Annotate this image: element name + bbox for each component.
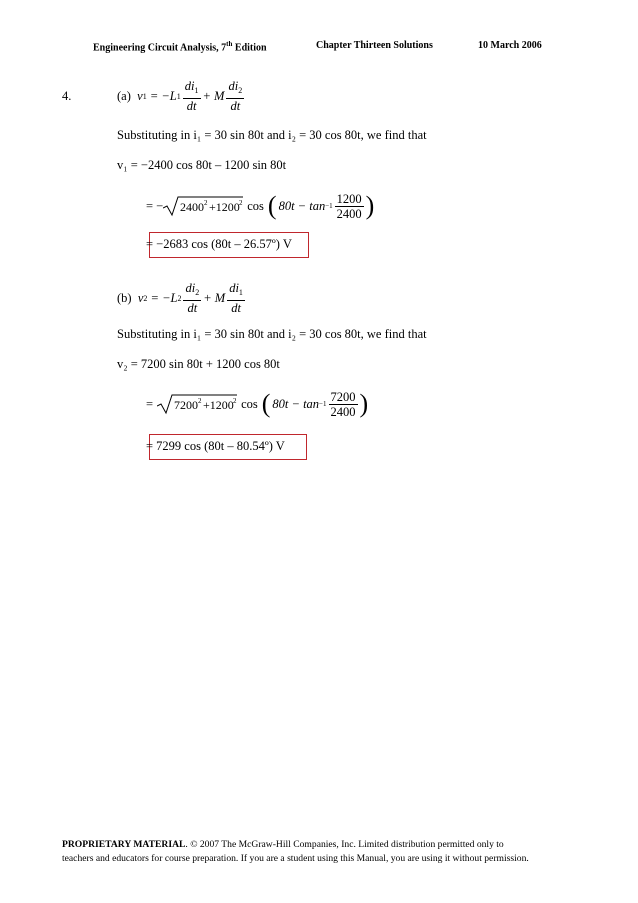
svg-text:+1200: +1200 — [209, 200, 241, 214]
part-b-sqrt — [157, 393, 237, 415]
part-b-equation: (b) v 2 = −L 2 $\frac{di_2}{dt}$ + M $\frac{di_1}{dt}$ — [117, 281, 243, 315]
svg-text:2: 2 — [204, 199, 208, 207]
part-b-answer: = 7299 cos (80t – 80.54º) V — [146, 439, 285, 453]
problem-number: 4. — [62, 89, 72, 103]
header-book-title: Engineering Circuit Analysis, 7th Edition — [93, 40, 267, 54]
part-a-result-line: v₁ = −2400 cos 80t – 1200 sin 80t — [117, 158, 287, 172]
part-b-fraction-1: $\frac{di_2}{dt}$ — [185, 281, 200, 315]
footer-line-2: teachers and educators for course preparation. If you are a student using this Manual, you are using it without permission. — [62, 853, 529, 864]
part-b-label: (b) — [117, 290, 132, 305]
part-b-fraction-2: $\frac{di_1}{dt}$ — [229, 281, 243, 315]
part-b-substitution-text: Substituting in i₁ = 30 sin 80t and i₂ = 30 cos 80t, we find that — [117, 327, 427, 341]
part-b-atan-fraction: $\frac{7200}{2400}$ — [330, 389, 356, 419]
part-b-magnitude-line: = 7200 2 +1200 2 cos ( 80t − tan −1 $\frac{7200}{2400}$ ) — [146, 389, 369, 419]
header-chapter: Chapter Thirteen Solutions — [316, 40, 433, 51]
header-date: 10 March 2006 — [478, 40, 542, 51]
svg-text:2: 2 — [233, 397, 237, 405]
svg-text:+1200: +1200 — [203, 398, 234, 412]
footer-line-1: PROPRIETARY MATERIAL. © 2007 The McGraw-Hill Companies, Inc. Limited distribution permitted only to — [62, 839, 504, 850]
part-a-label: (a) — [117, 88, 131, 103]
svg-text:2400: 2400 — [180, 200, 205, 214]
part-a-fraction-1: $\frac{di_1}{dt}$ — [184, 79, 199, 113]
part-a-equation: (a) v 1 = −L 1 $\frac{di_1}{dt}$ + M $\frac{di_2}{dt}$ — [117, 79, 243, 113]
part-a-atan-fraction: $\frac{1200}{2400}$ — [336, 191, 362, 221]
svg-text:2: 2 — [198, 397, 202, 405]
part-a-substitution-text: Substituting in i₁ = 30 sin 80t and i₂ = 30 cos 80t, we find that — [117, 128, 427, 142]
footer-proprietary-label: PROPRIETARY MATERIAL — [62, 839, 186, 850]
svg-text:7200: 7200 — [174, 398, 199, 412]
part-a-sqrt — [163, 195, 243, 217]
svg-text:2: 2 — [239, 199, 243, 207]
part-a-answer: = −2683 cos (80t – 26.57º) V — [146, 237, 292, 251]
part-b-result-line: v₂ = 7200 sin 80t + 1200 cos 80t — [117, 357, 280, 371]
part-a-fraction-2: $\frac{di_2}{dt}$ — [228, 79, 243, 113]
part-a-magnitude-line: = − 2400 2 +1200 2 cos ( 80t − tan −1 $\frac{1200}{2400}$ ) — [146, 191, 375, 221]
